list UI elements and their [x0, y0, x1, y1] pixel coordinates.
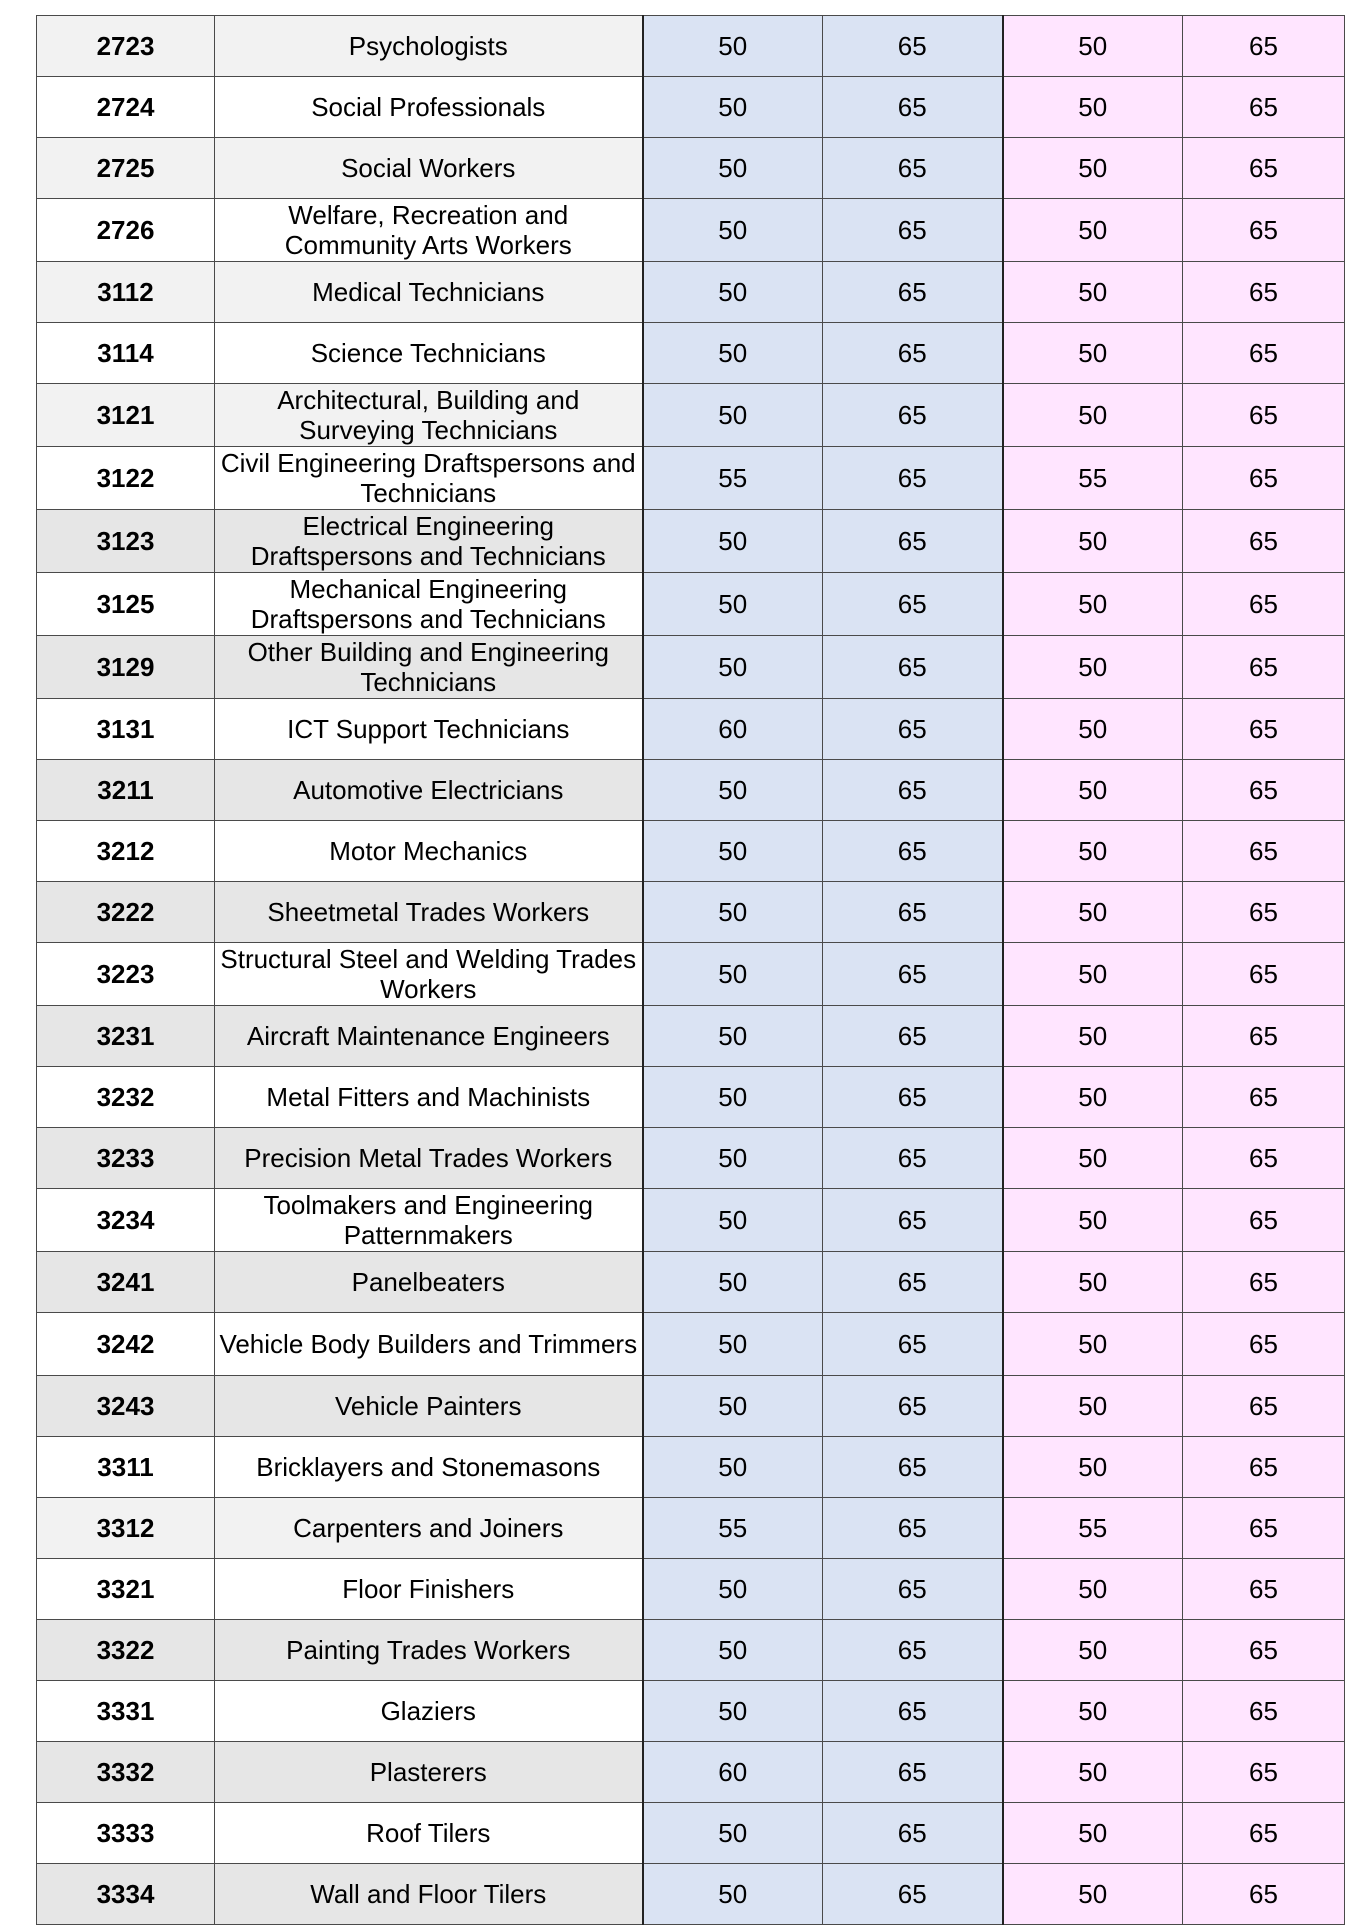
table-row: [37, 77, 1345, 138]
score-cell-2: 65: [823, 510, 1003, 573]
score-cell-3: 50: [1003, 510, 1183, 573]
score-cell-2: 65: [823, 138, 1003, 199]
occupation-code-cell: 3321: [37, 1559, 215, 1620]
score-cell-2: 65: [823, 1803, 1003, 1864]
score-cell-3: 50: [1003, 1864, 1183, 1925]
score-cell-1: 50: [643, 1189, 823, 1252]
score-cell-3: 50: [1003, 573, 1183, 636]
score-cell-3: 50: [1003, 199, 1183, 262]
table-row: [37, 1803, 1345, 1864]
score-cell-2: 65: [823, 1742, 1003, 1803]
occupation-name-cell: Medical Technicians: [215, 262, 643, 323]
score-cell-3: 50: [1003, 1006, 1183, 1067]
occupation-name-cell: Mechanical Engineering Draftspersons and Technicians: [215, 573, 643, 636]
score-cell-3: 50: [1003, 1742, 1183, 1803]
occupation-code-cell: 3334: [37, 1864, 215, 1925]
score-cell-1: 50: [643, 1313, 823, 1376]
score-cell-1: 50: [643, 1803, 823, 1864]
table-row: [37, 1559, 1345, 1620]
score-cell-4: 65: [1183, 1252, 1345, 1313]
score-cell-1: 50: [643, 1620, 823, 1681]
score-cell-1: 50: [643, 573, 823, 636]
score-cell-3: 50: [1003, 943, 1183, 1006]
score-cell-4: 65: [1183, 447, 1345, 510]
score-cell-4: 65: [1183, 1376, 1345, 1437]
score-cell-4: 65: [1183, 699, 1345, 760]
occupation-code-cell: 3311: [37, 1437, 215, 1498]
occupation-name-cell: Aircraft Maintenance Engineers: [215, 1006, 643, 1067]
score-cell-2: 65: [823, 1681, 1003, 1742]
score-cell-1: 50: [643, 636, 823, 699]
score-cell-4: 65: [1183, 16, 1345, 77]
occupation-code-cell: 3131: [37, 699, 215, 760]
occupation-code-cell: 3241: [37, 1252, 215, 1313]
table-row: [37, 1006, 1345, 1067]
occupation-code-cell: 2724: [37, 77, 215, 138]
score-cell-4: 65: [1183, 943, 1345, 1006]
table-row: [37, 1376, 1345, 1437]
occupation-name-cell: Civil Engineering Draftspersons and Technicians: [215, 447, 643, 510]
table-row: [37, 1128, 1345, 1189]
score-cell-4: 65: [1183, 1559, 1345, 1620]
occupation-code-cell: 3125: [37, 573, 215, 636]
score-cell-2: 65: [823, 16, 1003, 77]
occupation-code-cell: 3231: [37, 1006, 215, 1067]
score-cell-1: 60: [643, 699, 823, 760]
score-cell-2: 65: [823, 1437, 1003, 1498]
score-cell-1: 50: [643, 323, 823, 384]
occupation-name-cell: Social Professionals: [215, 77, 643, 138]
score-cell-1: 50: [643, 1128, 823, 1189]
score-cell-2: 65: [823, 882, 1003, 943]
score-cell-2: 65: [823, 1252, 1003, 1313]
occupation-name-cell: Roof Tilers: [215, 1803, 643, 1864]
score-cell-4: 65: [1183, 1128, 1345, 1189]
occupation-name-cell: Electrical Engineering Draftspersons and Technicians: [215, 510, 643, 573]
occupation-name-cell: Other Building and Engineering Technicians: [215, 636, 643, 699]
occupation-name-cell: Sheetmetal Trades Workers: [215, 882, 643, 943]
score-cell-4: 65: [1183, 1437, 1345, 1498]
occupation-name-cell: Toolmakers and Engineering Patternmakers: [215, 1189, 643, 1252]
table-row: [37, 1620, 1345, 1681]
score-cell-2: 65: [823, 447, 1003, 510]
score-cell-4: 65: [1183, 323, 1345, 384]
table-row: [37, 699, 1345, 760]
occupation-code-cell: 3242: [37, 1313, 215, 1376]
score-cell-3: 50: [1003, 384, 1183, 447]
score-cell-4: 65: [1183, 262, 1345, 323]
score-cell-3: 50: [1003, 699, 1183, 760]
score-cell-4: 65: [1183, 1803, 1345, 1864]
occupation-name-cell: Vehicle Painters: [215, 1376, 643, 1437]
table-row: [37, 1681, 1345, 1742]
occupation-name-cell: Wall and Floor Tilers: [215, 1864, 643, 1925]
table-row: [37, 1189, 1345, 1252]
score-cell-1: 50: [643, 262, 823, 323]
occupation-code-cell: 3322: [37, 1620, 215, 1681]
occupation-name-cell: Plasterers: [215, 1742, 643, 1803]
occupation-name-cell: Painting Trades Workers: [215, 1620, 643, 1681]
score-cell-3: 50: [1003, 1376, 1183, 1437]
score-cell-3: 50: [1003, 1313, 1183, 1376]
score-cell-2: 65: [823, 573, 1003, 636]
table-body: [37, 16, 1345, 1925]
occupation-code-cell: 3122: [37, 447, 215, 510]
table-row: [37, 262, 1345, 323]
score-cell-2: 65: [823, 199, 1003, 262]
occupation-code-cell: 3332: [37, 1742, 215, 1803]
occupation-code-cell: 3112: [37, 262, 215, 323]
score-cell-1: 60: [643, 1742, 823, 1803]
score-cell-1: 50: [643, 77, 823, 138]
occupation-name-cell: Structural Steel and Welding Trades Workers: [215, 943, 643, 1006]
score-cell-4: 65: [1183, 1006, 1345, 1067]
table-row: [37, 1437, 1345, 1498]
occupation-code-cell: 3233: [37, 1128, 215, 1189]
score-cell-1: 50: [643, 882, 823, 943]
score-cell-3: 50: [1003, 1252, 1183, 1313]
score-cell-4: 65: [1183, 1498, 1345, 1559]
table-row: [37, 943, 1345, 1006]
occupation-name-cell: ICT Support Technicians: [215, 699, 643, 760]
score-cell-2: 65: [823, 1006, 1003, 1067]
occupation-name-cell: Carpenters and Joiners: [215, 1498, 643, 1559]
score-cell-2: 65: [823, 699, 1003, 760]
score-cell-3: 50: [1003, 636, 1183, 699]
score-cell-1: 50: [643, 138, 823, 199]
score-cell-3: 50: [1003, 77, 1183, 138]
occupation-name-cell: Social Workers: [215, 138, 643, 199]
table-row: [37, 384, 1345, 447]
score-cell-2: 65: [823, 943, 1003, 1006]
table-row: [37, 447, 1345, 510]
score-cell-2: 65: [823, 1864, 1003, 1925]
score-cell-1: 50: [643, 1376, 823, 1437]
score-cell-4: 65: [1183, 573, 1345, 636]
score-cell-1: 50: [643, 1006, 823, 1067]
score-cell-3: 50: [1003, 16, 1183, 77]
score-cell-2: 65: [823, 821, 1003, 882]
score-cell-3: 50: [1003, 1681, 1183, 1742]
score-cell-4: 65: [1183, 1067, 1345, 1128]
score-cell-1: 55: [643, 1498, 823, 1559]
score-cell-2: 65: [823, 323, 1003, 384]
occupation-name-cell: Science Technicians: [215, 323, 643, 384]
occupation-code-cell: 2723: [37, 16, 215, 77]
score-cell-4: 65: [1183, 138, 1345, 199]
occupation-name-cell: Vehicle Body Builders and Trimmers: [215, 1313, 643, 1376]
score-cell-3: 50: [1003, 882, 1183, 943]
occupation-code-cell: 2725: [37, 138, 215, 199]
score-cell-1: 50: [643, 199, 823, 262]
occupation-name-cell: Precision Metal Trades Workers: [215, 1128, 643, 1189]
occupation-code-cell: 3312: [37, 1498, 215, 1559]
score-cell-4: 65: [1183, 384, 1345, 447]
occupation-code-cell: 3234: [37, 1189, 215, 1252]
score-cell-1: 50: [643, 510, 823, 573]
score-cell-2: 65: [823, 636, 1003, 699]
score-cell-3: 50: [1003, 1128, 1183, 1189]
score-cell-2: 65: [823, 1376, 1003, 1437]
table-row: [37, 199, 1345, 262]
table-row: [37, 636, 1345, 699]
score-cell-4: 65: [1183, 1189, 1345, 1252]
score-cell-2: 65: [823, 1067, 1003, 1128]
score-cell-1: 50: [643, 384, 823, 447]
score-cell-4: 65: [1183, 882, 1345, 943]
score-cell-4: 65: [1183, 199, 1345, 262]
score-cell-3: 50: [1003, 323, 1183, 384]
score-cell-4: 65: [1183, 1620, 1345, 1681]
table-row: [37, 1252, 1345, 1313]
score-cell-2: 65: [823, 1620, 1003, 1681]
occupation-name-cell: Panelbeaters: [215, 1252, 643, 1313]
occupation-code-cell: 3243: [37, 1376, 215, 1437]
score-cell-3: 50: [1003, 1189, 1183, 1252]
score-cell-3: 55: [1003, 1498, 1183, 1559]
table-row: [37, 16, 1345, 77]
table-row: [37, 1864, 1345, 1925]
score-cell-4: 65: [1183, 77, 1345, 138]
score-cell-2: 65: [823, 77, 1003, 138]
score-cell-3: 50: [1003, 821, 1183, 882]
occupation-table: [36, 15, 1345, 1925]
score-cell-3: 50: [1003, 138, 1183, 199]
score-cell-3: 50: [1003, 1067, 1183, 1128]
table-row: [37, 138, 1345, 199]
occupation-code-cell: 3121: [37, 384, 215, 447]
table-row: [37, 760, 1345, 821]
score-cell-1: 50: [643, 1437, 823, 1498]
score-cell-1: 50: [643, 1067, 823, 1128]
table-row: [37, 882, 1345, 943]
occupation-code-cell: 2726: [37, 199, 215, 262]
score-cell-2: 65: [823, 384, 1003, 447]
occupation-name-cell: Metal Fitters and Machinists: [215, 1067, 643, 1128]
score-cell-4: 65: [1183, 1864, 1345, 1925]
table-row: [37, 573, 1345, 636]
score-cell-1: 50: [643, 821, 823, 882]
score-cell-1: 50: [643, 1559, 823, 1620]
occupation-code-cell: 3129: [37, 636, 215, 699]
table-row: [37, 1067, 1345, 1128]
score-cell-2: 65: [823, 760, 1003, 821]
score-cell-1: 50: [643, 943, 823, 1006]
table-row: [37, 510, 1345, 573]
score-cell-2: 65: [823, 1313, 1003, 1376]
table-row: [37, 821, 1345, 882]
occupation-name-cell: Floor Finishers: [215, 1559, 643, 1620]
score-cell-4: 65: [1183, 760, 1345, 821]
table-row: [37, 1313, 1345, 1376]
occupation-name-cell: Architectural, Building and Surveying Technicians: [215, 384, 643, 447]
occupation-code-cell: 3212: [37, 821, 215, 882]
table-row: [37, 1498, 1345, 1559]
score-cell-3: 50: [1003, 760, 1183, 821]
score-cell-3: 55: [1003, 447, 1183, 510]
score-cell-1: 50: [643, 1252, 823, 1313]
occupation-name-cell: Glaziers: [215, 1681, 643, 1742]
score-cell-1: 50: [643, 760, 823, 821]
table-row: [37, 323, 1345, 384]
score-cell-3: 50: [1003, 1437, 1183, 1498]
score-cell-4: 65: [1183, 1742, 1345, 1803]
occupation-code-cell: 3331: [37, 1681, 215, 1742]
occupation-code-cell: 3223: [37, 943, 215, 1006]
occupation-code-cell: 3232: [37, 1067, 215, 1128]
score-cell-3: 50: [1003, 1803, 1183, 1864]
score-cell-4: 65: [1183, 636, 1345, 699]
score-cell-4: 65: [1183, 1681, 1345, 1742]
score-cell-2: 65: [823, 1128, 1003, 1189]
score-cell-3: 50: [1003, 262, 1183, 323]
occupation-code-cell: 3222: [37, 882, 215, 943]
score-cell-4: 65: [1183, 1313, 1345, 1376]
score-cell-2: 65: [823, 1559, 1003, 1620]
score-cell-2: 65: [823, 262, 1003, 323]
occupation-name-cell: Motor Mechanics: [215, 821, 643, 882]
score-cell-3: 50: [1003, 1620, 1183, 1681]
occupation-name-cell: Psychologists: [215, 16, 643, 77]
occupation-code-cell: 3333: [37, 1803, 215, 1864]
table-row: [37, 1742, 1345, 1803]
score-cell-3: 50: [1003, 1559, 1183, 1620]
score-cell-4: 65: [1183, 821, 1345, 882]
occupation-name-cell: Bricklayers and Stonemasons: [215, 1437, 643, 1498]
score-cell-1: 50: [643, 1864, 823, 1925]
occupation-code-cell: 3211: [37, 760, 215, 821]
score-cell-1: 50: [643, 1681, 823, 1742]
score-cell-1: 55: [643, 447, 823, 510]
occupation-name-cell: Welfare, Recreation and Community Arts Workers: [215, 199, 643, 262]
occupation-code-cell: 3123: [37, 510, 215, 573]
score-cell-2: 65: [823, 1189, 1003, 1252]
score-cell-2: 65: [823, 1498, 1003, 1559]
score-cell-4: 65: [1183, 510, 1345, 573]
score-cell-1: 50: [643, 16, 823, 77]
occupation-name-cell: Automotive Electricians: [215, 760, 643, 821]
occupation-code-cell: 3114: [37, 323, 215, 384]
